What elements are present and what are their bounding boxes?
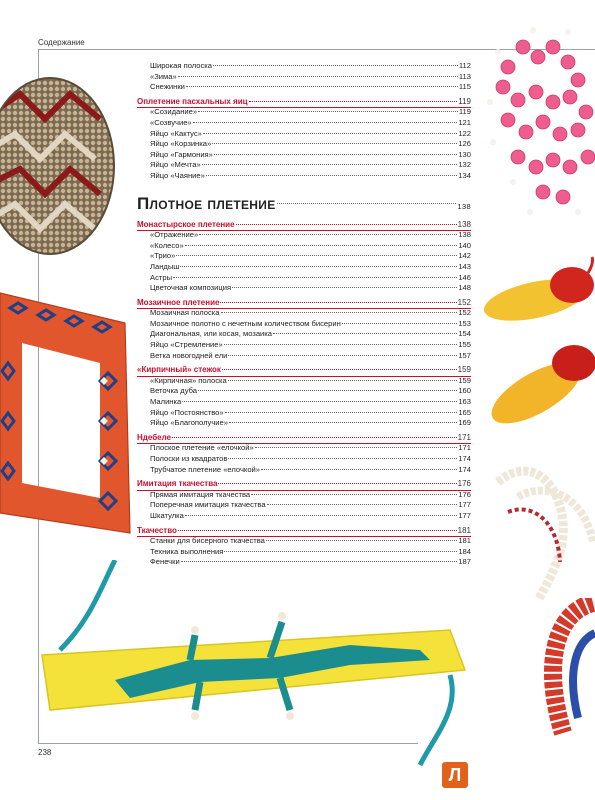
toc-entry-page: 181 [457,525,471,535]
table-of-contents [137,61,471,568]
dot-leader [198,390,457,391]
toc-entry-page: 171 [457,432,471,442]
dot-leader [224,551,457,552]
toc-entry[interactable] [137,490,471,501]
dot-leader [185,245,458,246]
toc-entry-page: 138 [458,230,471,240]
toc-entry-title: «Зима» [150,71,177,81]
toc-entry-title: Цветочная композиция [150,283,232,293]
beaded-easter-egg-illustration [0,74,115,256]
toc-entry-page: 138 [457,219,471,229]
toc-entry-title: Астры [150,272,173,282]
toc-entry-page: 122 [458,128,471,138]
toc-section-heading[interactable] [137,365,471,376]
dot-leader [224,344,458,345]
toc-entry[interactable] [137,511,471,522]
dot-leader [202,164,458,165]
toc-entry-title: Мозаичное плетение [137,297,220,307]
dot-leader [203,133,457,134]
toc-entry-title: «Колесо» [150,240,184,250]
dot-leader [251,494,457,495]
toc-entry-title: «Созвучие» [150,117,192,127]
dot-leader [277,203,457,204]
toc-entry-page: 119 [458,96,471,106]
dot-leader [218,483,456,484]
toc-entry-title: Оплетение пасхальных яиц [137,96,248,106]
toc-entry[interactable] [137,262,471,273]
toc-entry-title: Мозаичное полотно с нечетным количеством бисерин [150,318,341,328]
toc-entry-page: 187 [458,557,471,567]
toc-entry-page: 181 [458,536,471,546]
dot-leader [181,561,458,562]
dot-leader [182,401,457,402]
dot-leader [267,504,458,505]
dot-leader [199,234,457,235]
toc-entry-page: 184 [458,546,471,556]
page-number: 238 [38,748,52,757]
beaded-acorn-top-illustration [480,255,595,335]
dot-leader [273,333,457,334]
dot-leader [213,65,458,66]
toc-entry-page: 126 [458,139,471,149]
toc-section-heading[interactable] [137,298,471,309]
dot-leader [173,277,457,278]
toc-entry-title: Шкатулка [150,510,184,520]
toc-entry-title: Яйцо «Мечта» [150,160,201,170]
toc-entry-title: Веточка дуба [150,386,197,396]
dot-leader [220,302,456,303]
toc-entry-page: 119 [458,107,471,117]
toc-entry-title: Широкая полоска [150,61,212,70]
dot-leader [229,422,457,423]
toc-entry-page: 132 [458,160,471,170]
dot-leader [232,287,457,288]
toc-entry-page: 160 [458,386,471,396]
dot-leader [228,458,457,459]
toc-entry-page: 130 [458,149,471,159]
toc-section-heading[interactable] [137,433,471,444]
toc-entry-title: Снежинки [150,82,185,92]
dot-leader [212,143,457,144]
toc-entry-page: 153 [458,318,471,328]
toc-entry-page: 171 [458,443,471,453]
toc-chapter-heading[interactable] [137,190,471,218]
toc-entry-title: Яйцо «Гармония» [150,149,213,159]
dot-leader [206,175,458,176]
toc-entry-title: Мозаичная полоска [150,308,220,318]
dot-leader [255,447,458,448]
toc-entry[interactable] [137,230,471,241]
toc-entry[interactable] [137,443,471,454]
toc-entry-page: 146 [458,272,471,282]
dot-leader [228,380,458,381]
toc-entry[interactable] [137,129,471,140]
toc-entry-title: Ндебеле [137,432,172,442]
toc-entry-page: 142 [458,251,471,261]
toc-entry-page: 115 [458,82,471,92]
toc-entry[interactable] [137,72,471,83]
red-blue-bead-arc-illustration [538,598,595,738]
toc-entry[interactable] [137,386,471,397]
dot-leader [214,154,457,155]
toc-entry[interactable] [137,283,471,294]
lizard-bracelet-illustration [20,560,520,770]
toc-entry-title: Плоское плетение «елочкой» [150,443,254,453]
dot-leader [193,122,458,123]
toc-entry[interactable] [137,241,471,252]
toc-section-heading[interactable] [137,220,471,231]
dot-leader [178,530,457,531]
toc-entry[interactable] [137,319,471,330]
toc-entry-title: Малинка [150,397,182,407]
toc-entry[interactable] [137,418,471,429]
toc-entry[interactable] [137,308,471,319]
toc-entry-title: Ландыш [150,261,180,271]
toc-entry-title: Прямая имитация ткачества [150,489,251,499]
toc-entry-page: 138 [457,201,471,211]
toc-entry-title: Яйцо «Корзинка» [150,139,212,149]
toc-entry-title: Поперечная имитация ткачества [150,500,266,510]
beaded-picture-frame-illustration [0,283,134,538]
toc-entry-page: 113 [458,71,471,81]
toc-entry-title: Яйцо «Постоянство» [150,407,224,417]
toc-entry[interactable] [137,251,471,262]
toc-entry-title: Имитация ткачества [137,479,218,489]
toc-entry-page: 157 [458,350,471,360]
toc-entry[interactable] [137,118,471,129]
toc-entry-page: 148 [458,283,471,293]
toc-entry-page: 134 [458,170,471,180]
dot-leader [180,266,457,267]
toc-entry-page: 176 [458,489,471,499]
toc-entry-title: «Отражение» [150,230,199,240]
dot-leader [176,255,457,256]
toc-entry-page: 163 [458,397,471,407]
dot-leader [342,323,458,324]
toc-section-heading[interactable] [137,526,471,537]
dot-leader [249,101,458,102]
publisher-logo: Л [442,762,468,788]
toc-entry[interactable] [137,547,471,558]
toc-entry[interactable] [137,397,471,408]
toc-entry-page: 177 [458,510,471,520]
toc-entry-page: 140 [458,240,471,250]
dot-leader [221,312,458,313]
pink-pearl-snowflake-illustration [478,22,595,222]
dot-leader [198,111,458,112]
toc-entry[interactable] [137,351,471,362]
toc-entry-title: Яйцо «Кактус» [150,128,202,138]
toc-entry[interactable] [137,160,471,171]
toc-entry[interactable] [137,82,471,93]
dot-leader [222,369,457,370]
toc-entry-page: 155 [458,340,471,350]
dot-leader [261,469,457,470]
toc-entry[interactable] [137,454,471,465]
beaded-acorn-bottom-illustration [486,338,595,438]
toc-entry-title: «Созидание» [150,107,198,117]
toc-entry-title: Яйцо «Чаяние» [150,170,205,180]
toc-entry-title: Фенечки [150,557,180,567]
toc-entry[interactable] [137,408,471,419]
toc-entry[interactable] [137,150,471,161]
dot-leader [228,355,457,356]
toc-entry-title: «Кирпичный» стежок [137,365,221,375]
toc-entry-page: 154 [458,329,471,339]
toc-entry-title: «Кирпичная» полоска [150,375,227,385]
toc-entry-title: Ветка новогодней ели [150,350,228,360]
dot-leader [266,540,457,541]
toc-entry-title: Диагональная, или косая, мозаика [150,329,273,339]
toc-entry-page: 159 [458,375,471,385]
toc-entry[interactable] [137,465,471,476]
toc-entry-page: 176 [457,479,471,489]
toc-entry[interactable] [137,329,471,340]
dot-leader [172,437,457,438]
toc-entry-title: «Трио» [150,251,176,261]
toc-section-heading[interactable] [137,479,471,490]
toc-entry-page: 152 [458,308,471,318]
toc-entry[interactable] [137,273,471,284]
toc-entry-page: 169 [458,418,471,428]
toc-entry[interactable] [137,340,471,351]
toc-entry[interactable] [137,376,471,387]
toc-entry-page: 177 [458,500,471,510]
toc-entry[interactable] [137,171,471,182]
toc-entry-page: 165 [458,407,471,417]
toc-entry[interactable] [137,557,471,568]
toc-entry-page: 143 [458,261,471,271]
toc-entry-title: Станки для бисерного ткачества [150,536,265,546]
toc-entry-title: Монастырское плетение [137,219,235,229]
toc-entry-title: Трубчатое плетение «елочкой» [150,464,261,474]
toc-entry-page: 112 [458,61,471,70]
toc-entry-page: 174 [458,464,471,474]
running-header: Содержание [38,38,85,47]
toc-entry[interactable] [137,61,471,72]
toc-entry-title: Яйцо «Стремление» [150,340,223,350]
toc-entry-page: 152 [457,297,471,307]
toc-entry-title: Плотное плетение [137,193,276,213]
toc-entry-page: 159 [457,365,471,375]
dot-leader [225,412,458,413]
dot-leader [178,76,458,77]
toc-entry-page: 174 [458,454,471,463]
dot-leader [186,86,458,87]
toc-entry-title: Полоски из квадратов [150,454,228,463]
toc-entry[interactable] [137,536,471,547]
toc-entry-title: Ткачество [137,525,177,535]
toc-entry-title: Яйцо «Благополучие» [150,418,228,428]
toc-entry-title: Техника выполнения [150,546,224,556]
dot-leader [185,515,457,516]
toc-entry[interactable] [137,107,471,118]
dot-leader [236,224,457,225]
toc-entry[interactable] [137,139,471,150]
toc-entry[interactable] [137,500,471,511]
toc-section-heading[interactable] [137,97,471,108]
toc-entry-page: 121 [458,117,471,127]
